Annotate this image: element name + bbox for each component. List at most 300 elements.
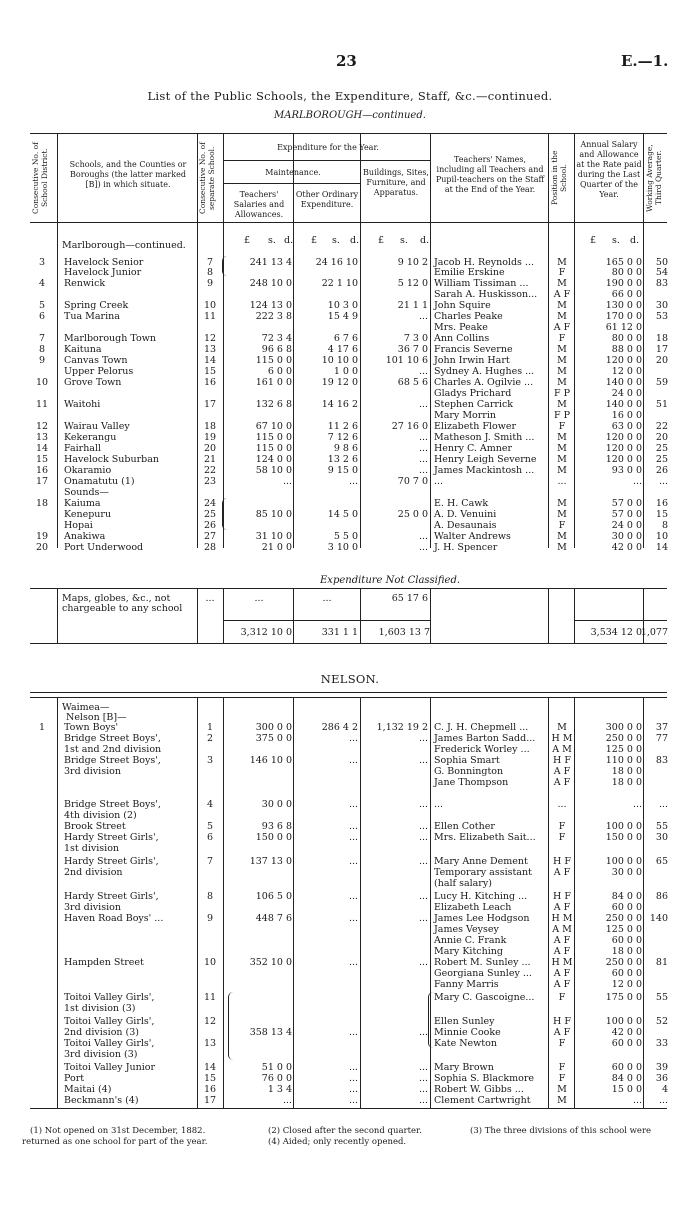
annual-salary-value: 80 0 0 xyxy=(611,267,642,278)
currency-shillings: s. xyxy=(612,235,620,246)
annual-salary-value: 125 0 0 xyxy=(605,744,642,755)
buildings-value: ... xyxy=(418,443,428,454)
annual-salary-value: 16 0 0 xyxy=(611,410,642,421)
teacher-name: Ann Collins xyxy=(434,333,490,344)
attendance-value: 17 xyxy=(655,344,668,355)
other-expenditure-value: 9 8 6 xyxy=(333,443,358,454)
annual-salary-value: 175 0 0 xyxy=(605,992,642,1003)
position-value: H M xyxy=(551,957,573,968)
school-name: Beckmann's (4) xyxy=(64,1095,139,1106)
school-name: Okaramio xyxy=(64,465,112,476)
salaries-value: 124 13 0 xyxy=(249,300,292,311)
position-value: M xyxy=(557,257,567,268)
teacher-name: Henry Leigh Severne xyxy=(434,454,537,465)
teacher-name: J. H. Spencer xyxy=(434,542,498,553)
salaries-value: 67 10 0 xyxy=(255,421,292,432)
teacher-name: Matheson J. Smith ... xyxy=(434,432,535,443)
column-rule xyxy=(360,133,361,548)
position-value: A F xyxy=(553,902,571,913)
attendance-value: 37 xyxy=(655,722,668,733)
nelson-intro: Nelson [B]— xyxy=(66,712,127,723)
school-number: 10 xyxy=(203,957,217,968)
attendance-value: 77 xyxy=(655,733,668,744)
other-expenditure-value: 13 2 6 xyxy=(327,454,358,465)
school-name: Town Boys' xyxy=(64,722,119,733)
school-name: Wairau Valley xyxy=(64,421,130,432)
position-value: A F xyxy=(553,979,571,990)
teacher-name: Sophia Smart xyxy=(434,755,500,766)
district-number: 8 xyxy=(38,344,46,355)
school-number: 13 xyxy=(203,1038,217,1049)
school-number: 11 xyxy=(203,311,217,322)
column-rule xyxy=(548,588,549,643)
school-number: 21 xyxy=(203,454,217,465)
attendance-value: ... xyxy=(658,476,668,487)
district-number: 10 xyxy=(35,377,49,388)
position-value: M xyxy=(557,542,567,553)
school-number: 27 xyxy=(203,531,217,542)
buildings-value: ... xyxy=(418,799,428,810)
other-expenditure-value: 5 5 0 xyxy=(333,531,358,542)
buildings-value: ... xyxy=(418,821,428,832)
school-name: Bridge Street Boys', xyxy=(64,733,161,744)
teacher-name: John Squire xyxy=(434,300,491,311)
nelson-top-rule xyxy=(30,697,667,698)
attendance-value: 86 xyxy=(655,891,668,902)
teacher-name: Jacob H. Reynolds ... xyxy=(434,257,534,268)
school-name: Bridge Street Boys', xyxy=(64,799,161,810)
annual-salary-value: 88 0 0 xyxy=(611,344,642,355)
district-number: 18 xyxy=(35,498,49,509)
attendance-value: 83 xyxy=(655,755,668,766)
attendance-value: 14 xyxy=(655,542,668,553)
buildings-value: 1,132 19 2 xyxy=(376,722,428,733)
column-rule xyxy=(57,697,58,1108)
school-name: Maitai (4) xyxy=(64,1084,112,1095)
salaries-value: ... xyxy=(282,476,292,487)
buildings-value: 101 10 6 xyxy=(385,355,428,366)
position-value: M xyxy=(557,278,567,289)
position-value: M xyxy=(557,344,567,355)
annual-salary-value: 63 0 0 xyxy=(611,421,642,432)
teacher-name: William Tissiman ... xyxy=(434,278,529,289)
buildings-value: ... xyxy=(418,366,428,377)
attendance-value: 33 xyxy=(655,1038,668,1049)
column-rule xyxy=(548,133,549,548)
annual-salary-value: 165 0 0 xyxy=(605,257,642,268)
school-number: 8 xyxy=(206,267,214,278)
position-value: A F xyxy=(553,289,571,300)
salaries-value: 352 10 0 xyxy=(249,957,292,968)
school-number: 7 xyxy=(206,856,214,867)
buildings-value: ... xyxy=(418,399,428,410)
attendance-value: ... xyxy=(658,1095,668,1106)
school-number: 15 xyxy=(203,366,217,377)
position-value: F P xyxy=(553,410,570,421)
buildings-value: ... xyxy=(418,856,428,867)
position-value: H M xyxy=(551,913,573,924)
annual-salary-value: 140 0 0 xyxy=(605,377,642,388)
total-annual-salary: 3,534 12 0 xyxy=(590,627,642,638)
position-value: M xyxy=(557,300,567,311)
position-value: F xyxy=(558,267,566,278)
school-name: Hampden Street xyxy=(64,957,144,968)
annual-salary-header: Annual Salary and Allowance at the Rate paid during the Last Quarter of the Year. xyxy=(576,140,642,199)
school-name: Toitoi Valley Junior xyxy=(64,1062,156,1073)
annual-salary-value: ... xyxy=(632,799,642,810)
annual-salary-value: 57 0 0 xyxy=(611,509,642,520)
salaries-value: 106 5 0 xyxy=(255,891,292,902)
column-rule xyxy=(223,133,224,548)
other-expenditure-value: ... xyxy=(348,1027,358,1038)
other-expenditure-value: ... xyxy=(348,856,358,867)
school-name: Kaiuma xyxy=(64,498,101,509)
position-value: H F xyxy=(553,1016,571,1027)
annual-salary-value: 125 0 0 xyxy=(605,924,642,935)
annual-salary-value: 84 0 0 xyxy=(611,891,642,902)
position-value: M xyxy=(557,531,567,542)
salaries-value: 248 10 0 xyxy=(249,278,292,289)
annual-salary-value: 250 0 0 xyxy=(605,957,642,968)
salaries-value: 222 3 8 xyxy=(255,311,292,322)
school-name: Renwick xyxy=(64,278,106,289)
position-value: M xyxy=(557,443,567,454)
section-subtitle: MARLBOROUGH—continued. xyxy=(274,110,426,121)
district-number: 17 xyxy=(35,476,49,487)
district-number: 16 xyxy=(35,465,49,476)
page-number: 23 xyxy=(336,52,357,70)
salaries-value: 6 0 0 xyxy=(267,366,292,377)
annual-salary-value: 60 0 0 xyxy=(611,935,642,946)
salaries-value: 31 10 0 xyxy=(255,531,292,542)
bracket xyxy=(222,256,227,276)
teacher-name: Mary Morrin xyxy=(434,410,497,421)
other-expenditure-value: ... xyxy=(348,1084,358,1095)
other-expenditure-value: ... xyxy=(348,799,358,810)
salaries-value: 1 3 4 xyxy=(267,1084,292,1095)
teacher-name: Mrs. Peake xyxy=(434,322,488,333)
teacher-name: Sydney A. Hughes ... xyxy=(434,366,535,377)
other-expenditure-value: ... xyxy=(348,1073,358,1084)
salaries-value: 150 0 0 xyxy=(255,832,292,843)
buildings-value: 9 10 2 xyxy=(397,257,428,268)
annual-salary-value: 140 0 0 xyxy=(605,399,642,410)
attendance-value: 59 xyxy=(655,377,668,388)
school-number: 4 xyxy=(206,799,214,810)
total-salaries: 3,312 10 0 xyxy=(240,627,292,638)
position-value: A M xyxy=(552,744,572,755)
attendance-value: 65 xyxy=(655,856,668,867)
column-rule xyxy=(574,697,575,1108)
teacher-name: Clement Cartwright xyxy=(434,1095,531,1106)
attendance-value: 15 xyxy=(655,509,668,520)
school-name: Anakiwa xyxy=(64,531,106,542)
bracket xyxy=(228,992,233,1060)
other-expenditure-value: ... xyxy=(348,733,358,744)
teacher-name: James Barton Sadd... xyxy=(434,733,536,744)
buildings-value: 7 3 0 xyxy=(403,333,428,344)
position-value: M xyxy=(557,465,567,476)
attendance-value: 30 xyxy=(655,300,668,311)
school-number: 17 xyxy=(203,399,217,410)
attendance-value: 36 xyxy=(655,1073,668,1084)
school-name: Havelock Suburban xyxy=(64,454,160,465)
school-name: 1st division xyxy=(64,843,120,854)
teacher-name: James Mackintosh ... xyxy=(434,465,535,476)
attendance-value: 52 xyxy=(655,1016,668,1027)
buildings-value: 70 7 0 xyxy=(397,476,428,487)
other-expenditure-value: 286 4 2 xyxy=(321,722,358,733)
salaries-value: 115 0 0 xyxy=(255,443,292,454)
school-number: 16 xyxy=(203,377,217,388)
position-value: A F xyxy=(553,968,571,979)
annual-salary-value: 60 0 0 xyxy=(611,1038,642,1049)
attendance-value: 20 xyxy=(655,355,668,366)
other-expenditure-value: ... xyxy=(348,755,358,766)
annual-salary-value: 250 0 0 xyxy=(605,733,642,744)
teacher-name: Sarah A. Huskisson... xyxy=(434,289,538,300)
school-number: 5 xyxy=(206,821,214,832)
teacher-name: Francis Severne xyxy=(434,344,513,355)
currency-pence: d. xyxy=(420,235,430,246)
currency-shillings: s. xyxy=(332,235,340,246)
position-value: A F xyxy=(553,867,571,878)
position-value: M xyxy=(557,498,567,509)
attendance-value: 81 xyxy=(655,957,668,968)
school-name: Sounds— xyxy=(64,487,109,498)
buildings-value: 27 16 0 xyxy=(391,421,428,432)
buildings-value: 68 5 6 xyxy=(397,377,428,388)
district-number: 20 xyxy=(35,542,49,553)
annual-salary-value: ... xyxy=(632,476,642,487)
attendance-header: Working Average, Third Quarter. xyxy=(645,144,663,212)
annual-salary-value: 190 0 0 xyxy=(605,278,642,289)
salaries-header: Teachers' Salaries and Allowances. xyxy=(233,190,285,219)
annual-salary-value: 60 0 0 xyxy=(611,1062,642,1073)
buildings-value: ... xyxy=(418,531,428,542)
school-number: 15 xyxy=(203,1073,217,1084)
buildings-value: 36 7 0 xyxy=(397,344,428,355)
buildings-value: ... xyxy=(418,1062,428,1073)
page-title: List of the Public Schools, the Expenditure, Staff, &c.—continued. xyxy=(147,89,553,103)
school-name: Toitoi Valley Girls', xyxy=(64,1038,155,1049)
teacher-name: Frederick Worley ... xyxy=(434,744,530,755)
annual-salary-value: 24 0 0 xyxy=(611,520,642,531)
attendance-value: 18 xyxy=(655,333,668,344)
other-expenditure-value: ... xyxy=(348,913,358,924)
salaries-value: 76 0 0 xyxy=(261,1073,292,1084)
teacher-name: C. J. H. Chepmell ... xyxy=(434,722,529,733)
annual-salary-value: 250 0 0 xyxy=(605,913,642,924)
teacher-name: James Lee Hodgson xyxy=(434,913,530,924)
column-rule xyxy=(548,697,549,1108)
school-name: Toitoi Valley Girls', xyxy=(64,992,155,1003)
nelson-heading: NELSON. xyxy=(320,672,380,686)
annual-salary-value: 120 0 0 xyxy=(605,443,642,454)
annual-salary-value: 170 0 0 xyxy=(605,311,642,322)
attendance-value: 4 xyxy=(661,1084,668,1095)
teacher-name: Jane Thompson xyxy=(434,777,509,788)
salaries-value: 96 6 8 xyxy=(261,344,292,355)
school-number: 11 xyxy=(203,992,217,1003)
district-number: 11 xyxy=(35,399,49,410)
school-name: Upper Pelorus xyxy=(64,366,134,377)
currency-shillings: s. xyxy=(268,235,276,246)
column-rule xyxy=(574,133,575,548)
position-value: M xyxy=(557,377,567,388)
annual-salary-value: 24 0 0 xyxy=(611,388,642,399)
school-name: 3rd division xyxy=(64,902,121,913)
annual-salary-value: 100 0 0 xyxy=(605,821,642,832)
position-value: M xyxy=(557,1084,567,1095)
annual-salary-value: 80 0 0 xyxy=(611,333,642,344)
school-number: 14 xyxy=(203,355,217,366)
footnote-3-continued: returned as one school for part of the year. xyxy=(22,1137,208,1147)
salaries-value: 132 6 8 xyxy=(255,399,292,410)
currency-pounds: £ xyxy=(311,235,318,246)
salaries-value: 375 0 0 xyxy=(255,733,292,744)
position-value: A F xyxy=(553,946,571,957)
attendance-value: 10 xyxy=(655,531,668,542)
position-value: F xyxy=(558,1038,566,1049)
buildings-value: ... xyxy=(418,542,428,553)
teacher-name: Stephen Carrick xyxy=(434,399,514,410)
attendance-value: 83 xyxy=(655,278,668,289)
position-value: M xyxy=(557,454,567,465)
position-value: M xyxy=(557,366,567,377)
school-name: Toitoi Valley Girls', xyxy=(64,1016,155,1027)
annual-salary-value: 120 0 0 xyxy=(605,454,642,465)
school-number: 3 xyxy=(206,755,214,766)
school-name: Havelock Junior xyxy=(64,267,142,278)
buildings-value: ... xyxy=(418,891,428,902)
school-name: Onamatutu (1) xyxy=(64,476,135,487)
teacher-name: Ellen Sunley xyxy=(434,1016,495,1027)
buildings-value: ... xyxy=(418,755,428,766)
column-rule xyxy=(360,697,361,1108)
table-bottom-rule xyxy=(30,643,667,644)
annual-salary-value: 12 0 0 xyxy=(611,366,642,377)
buildings-value: ... xyxy=(418,733,428,744)
column-rule xyxy=(57,133,58,548)
teacher-name: Minnie Cooke xyxy=(434,1027,501,1038)
position-value: ... xyxy=(557,476,567,487)
teacher-name: (half salary) xyxy=(434,878,492,889)
teacher-name: Mrs. Elizabeth Sait... xyxy=(434,832,536,843)
school-name: Hopai xyxy=(64,520,93,531)
school-number: 1 xyxy=(206,722,214,733)
currency-pounds: £ xyxy=(378,235,385,246)
buildings-value: ... xyxy=(418,1027,428,1038)
page-reference: E.—1. xyxy=(621,52,669,70)
teacher-name: Mary Anne Dement xyxy=(434,856,528,867)
other-expenditure-value: 19 12 0 xyxy=(321,377,358,388)
teacher-name: Mary Kitching xyxy=(434,946,503,957)
buildings-value: ... xyxy=(418,957,428,968)
other-expenditure-value: 14 5 0 xyxy=(327,509,358,520)
annual-salary-value: 42 0 0 xyxy=(611,1027,642,1038)
buildings-value: 25 0 0 xyxy=(397,509,428,520)
footnote-4: (4) Aided; only recently opened. xyxy=(268,1137,407,1147)
salaries-value: 115 0 0 xyxy=(255,355,292,366)
attendance-value: 30 xyxy=(655,832,668,843)
not-classified-heading: Expenditure Not Classified. xyxy=(320,575,461,586)
expenditure-rule xyxy=(223,160,430,161)
teacher-name: Fanny Marris xyxy=(434,979,499,990)
currency-pence: d. xyxy=(350,235,360,246)
teacher-name: Kate Newton xyxy=(434,1038,497,1049)
position-value: A F xyxy=(553,766,571,777)
currency-pounds: £ xyxy=(590,235,597,246)
position-value: F xyxy=(558,1073,566,1084)
nelson-intro: Waimea— xyxy=(62,702,110,713)
salaries-value: 300 0 0 xyxy=(255,722,292,733)
district-number: 14 xyxy=(35,443,49,454)
attendance-value: 39 xyxy=(655,1062,668,1073)
position-value: A F xyxy=(553,322,571,333)
salaries-value: 93 6 8 xyxy=(261,821,292,832)
teacher-name: Robert M. Sunley ... xyxy=(434,957,531,968)
other-expenditure-value: ... xyxy=(348,821,358,832)
teacher-name: Henry C. Amner xyxy=(434,443,513,454)
district-number: 3 xyxy=(38,257,46,268)
teacher-name: ... xyxy=(434,799,444,810)
teacher-name: Charles A. Ogilvie ... xyxy=(434,377,534,388)
annual-salary-value: 84 0 0 xyxy=(611,1073,642,1084)
teacher-name: James Veysey xyxy=(434,924,499,935)
salaries-value: 58 10 0 xyxy=(255,465,292,476)
school-name: Bridge Street Boys', xyxy=(64,755,161,766)
district-number: 15 xyxy=(35,454,49,465)
school-name: Hardy Street Girls', xyxy=(64,891,159,902)
position-value: F xyxy=(558,520,566,531)
salaries-value: 137 13 0 xyxy=(249,856,292,867)
currency-pence: d. xyxy=(284,235,294,246)
school-name: Kaituna xyxy=(64,344,102,355)
section-heading: Marlborough—continued. xyxy=(62,240,186,251)
nelson-top-rule xyxy=(30,692,667,693)
salaries-value: 85 10 0 xyxy=(255,509,292,520)
school-number: 10 xyxy=(203,300,217,311)
totals-rule xyxy=(574,620,667,621)
attendance-value: 26 xyxy=(655,465,668,476)
annual-salary-value: 100 0 0 xyxy=(605,1016,642,1027)
school-name: Waitohi xyxy=(64,399,101,410)
teacher-name: Walter Andrews xyxy=(434,531,511,542)
teacher-name: Lucy H. Kitching ... xyxy=(434,891,528,902)
not-classified-buildings: 65 17 6 xyxy=(391,593,428,604)
school-name: Canvas Town xyxy=(64,355,128,366)
teacher-name: Ellen Cother xyxy=(434,821,495,832)
school-name: Port xyxy=(64,1073,85,1084)
position-value: H F xyxy=(553,891,571,902)
buildings-value: ... xyxy=(418,432,428,443)
school-name: 4th division (2) xyxy=(64,810,137,821)
attendance-value: 55 xyxy=(655,821,668,832)
other-expenditure-value: 15 4 9 xyxy=(327,311,358,322)
bracket xyxy=(428,992,433,1048)
position-value: M xyxy=(557,399,567,410)
annual-salary-value: 150 0 0 xyxy=(605,832,642,843)
currency-pence: d. xyxy=(630,235,640,246)
annual-salary-value: 15 0 0 xyxy=(611,1084,642,1095)
attendance-value: ... xyxy=(658,799,668,810)
school-number: 6 xyxy=(206,832,214,843)
school-name: Hardy Street Girls', xyxy=(64,856,159,867)
district-number: 4 xyxy=(38,278,46,289)
position-value: F xyxy=(558,821,566,832)
district-number: 7 xyxy=(38,333,46,344)
